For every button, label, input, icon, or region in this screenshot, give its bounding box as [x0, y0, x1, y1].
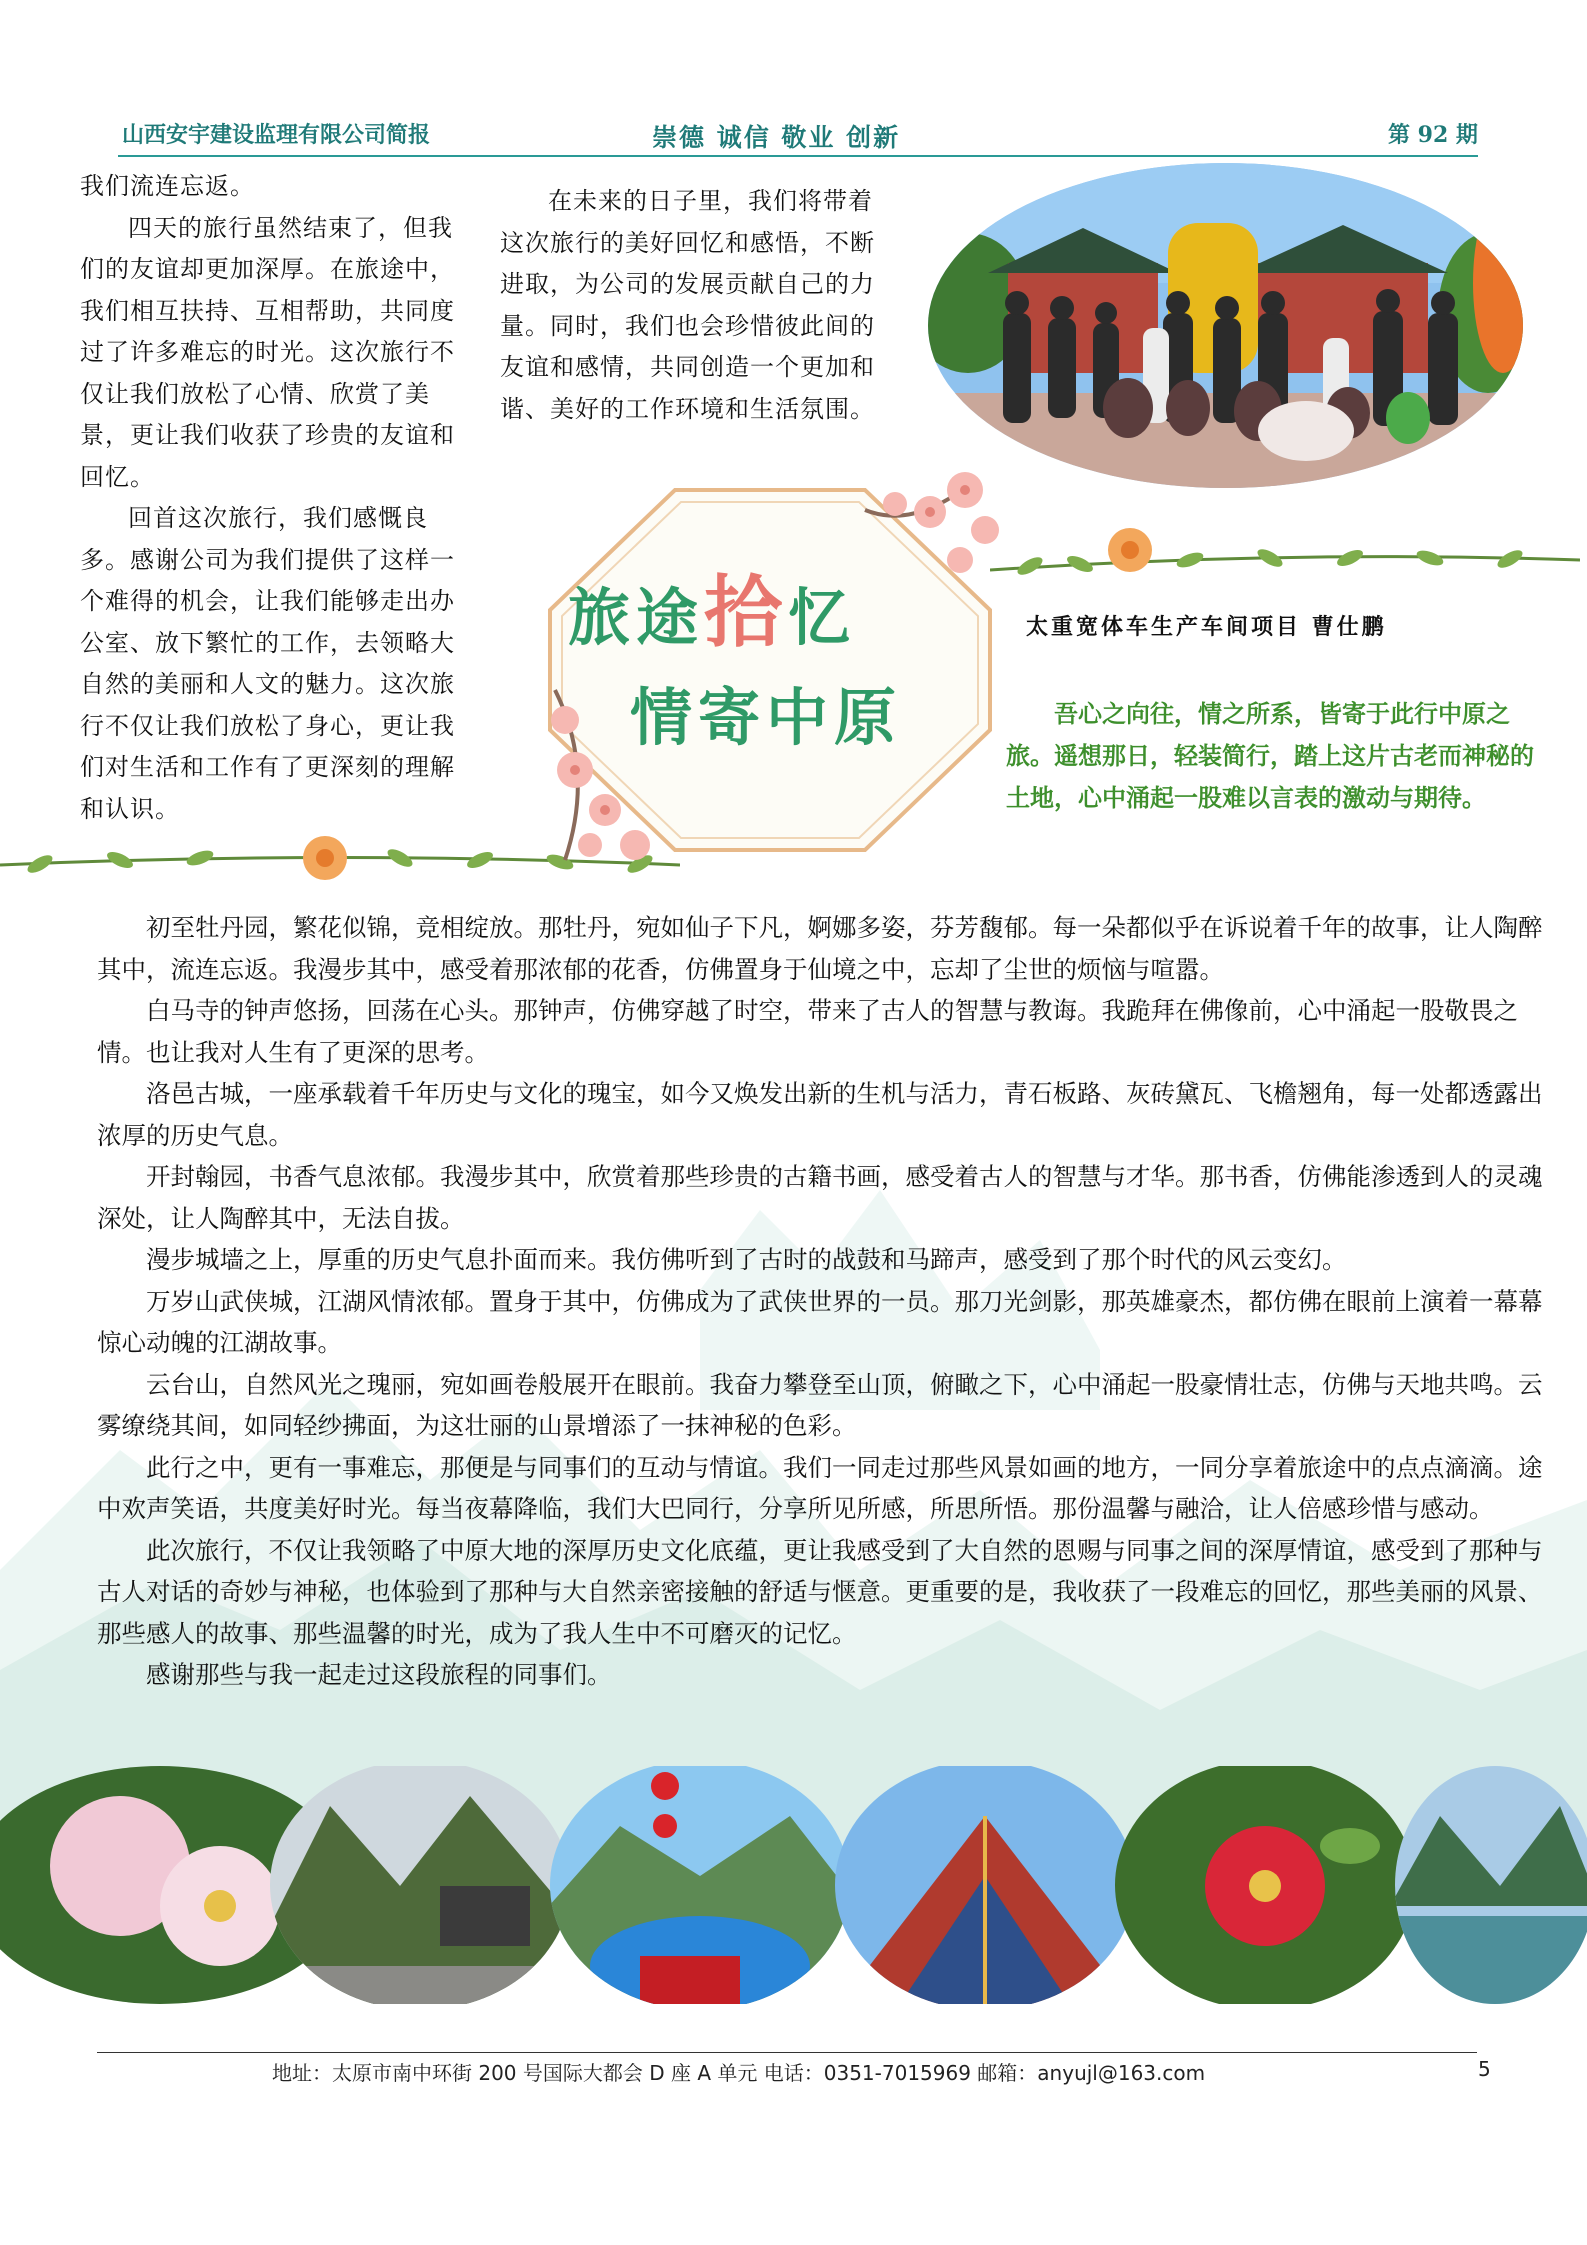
article-paragraph: 云台山，自然风光之瑰丽，宛如画卷般展开在眼前。我奋力攀登至山顶，俯瞰之下，心中涌起一股豪情壮志，仿佛与天地共鸣。云雾缭绕其间，如同轻纱拂面，为这壮丽的山景增添了一抹神秘的色彩。	[97, 1369, 1543, 1440]
article-paragraph: 感谢那些与我一起走过这段旅程的同事们。	[146, 1660, 612, 1689]
article-paragraph: 万岁山武侠城，江湖风情浓郁。置身于其中，仿佛成为了武侠世界的一员。那刀光剑影，那英雄豪杰，都仿佛在眼前上演着一幕幕惊心动魄的江湖故事。	[97, 1286, 1543, 1357]
company-motto: 崇德 诚信 敬业 创新	[652, 123, 901, 152]
article-paragraph: 此行之中，更有一事难忘，那便是与同事们的互动与情谊。我们一同走过那些风景如画的地方，一同分享着旅途中的点点滴滴。途中欢声笑语，共度美好时光。每当夜幕降临，我们大巴同行，分享所见所感，所思所悟。那份温馨与融洽，让人倍感珍惜与感动。	[97, 1452, 1543, 1523]
left-column-paragraph: 回首这次旅行，我们感慨良多。感谢公司为我们提供了这样一个难得的机会，让我们能够走出办公室、放下繁忙的工作，去领略大自然的美丽和人文的魅力。这次旅行不仅让我们放松了身心，更让我们对生活和工作有了更深刻的理解和认识。	[80, 504, 455, 823]
article-paragraph: 白马寺的钟声悠扬，回荡在心头。那钟声，仿佛穿越了时空，带来了古人的智慧与教诲。我跪拜在佛像前，心中涌起一股敬畏之情。也让我对人生有了更深的思考。	[97, 996, 1518, 1067]
issue-number: 第 92 期	[1388, 122, 1478, 148]
footer-contact: 地址：太原市南中环街 200 号国际大都会 D 座 A 单元 电话：0351-7015969 邮箱：anyujl@163.com	[272, 2061, 1206, 2085]
dragon-lantern-photo-icon	[540, 1766, 860, 2004]
article-paragraph: 漫步城墙之上，厚重的历史气息扑面而来。我仿佛听到了古时的战鼓和马蹄声，感受到了那个时代的风云变幻。	[146, 1245, 1347, 1274]
mountain-gate-photo-icon	[260, 1766, 580, 2004]
temple-roof-photo-icon	[830, 1766, 1150, 2004]
intro-text-body: 吾心之向往，情之所系，皆寄于此行中原之旅。遥想那日，轻装简行，踏上这片古老而神秘的土地，心中涌起一股难以言表的激动与期待。	[1006, 700, 1534, 812]
left-column	[80, 166, 458, 830]
lake-valley-photo-icon	[1390, 1766, 1587, 2004]
red-peony-photo-icon	[1110, 1766, 1430, 2004]
title-line-2: 情寄中原	[630, 681, 903, 754]
article-paragraph: 此次旅行，不仅让我领略了中原大地的深厚历史文化底蕴，更让我感受到了大自然的恩赐与同事之间的深厚情谊，感受到了那种与古人对话的奇妙与神秘，也体验到了那种与大自然亲密接触的舒适与惬意。更重要的是，我收获了一段难忘的回忆，那些美丽的风景、那些感人的故事、那些温馨的时光，成为了我人生中不可磨灭的记忆。	[97, 1535, 1543, 1648]
mid-column-paragraph: 在未来的日子里，我们将带着这次旅行的美好回忆和感悟，不断进取，为公司的发展贡献自己的力量。同时，我们也会珍惜彼此间的友谊和感情，共同创造一个更加和谐、美好的工作环境和生活氛围。	[500, 187, 875, 423]
left-column-paragraph: 四天的旅行虽然结束了，但我们的友谊却更加深厚。在旅途中，我们相互扶持、互相帮助，共同度过了许多难忘的时光。这次旅行不仅让我们放松了心情、欣赏了美景，更让我们收获了珍贵的友谊和回忆。	[80, 213, 455, 491]
article-paragraph: 洛邑古城，一座承载着千年历史与文化的瑰宝，如今又焕发出新的生机与活力，青石板路、灰砖黛瓦、飞檐翘角，每一处都透露出浓厚的历史气息。	[97, 1079, 1543, 1150]
article-paragraph: 初至牡丹园，繁花似锦，竞相绽放。那牡丹，宛如仙子下凡，婀娜多姿，芬芳馥郁。每一朵都似乎在诉说着千年的故事，让人陶醉其中，流连忘返。我漫步其中，感受着那浓郁的花香，仿佛置身于仙境之中，忘却了尘世的烦恼与喧嚣。	[97, 913, 1543, 984]
footer-rule	[97, 2052, 1477, 2053]
group-photo	[928, 163, 1523, 488]
company-name: 山西安宇建设监理有限公司简报	[122, 122, 431, 148]
title-part-b: 忆	[788, 581, 857, 654]
page-number: 5	[1478, 2057, 1491, 2081]
vine-decoration-right	[990, 520, 1580, 600]
author-byline: 太重宽体车生产车间项目 曹仕鹏	[1026, 614, 1387, 640]
title-line-1	[568, 550, 856, 662]
middle-column	[500, 181, 878, 430]
photo-strip	[0, 1766, 1587, 2004]
intro-text	[1006, 693, 1536, 819]
article-paragraph: 开封翰园，书香气息浓郁。我漫步其中，欣赏着那些珍贵的古籍书画，感受着古人的智慧与才华。那书香，仿佛能渗透到人的灵魂深处，让人陶醉其中，无法自拔。	[97, 1162, 1543, 1233]
left-column-paragraph: 我们流连忘返。	[80, 172, 255, 200]
header-rule	[118, 155, 1478, 157]
title-accent-char: 拾	[704, 568, 789, 658]
title-part-a: 旅途	[568, 581, 705, 654]
main-article	[97, 907, 1557, 1696]
